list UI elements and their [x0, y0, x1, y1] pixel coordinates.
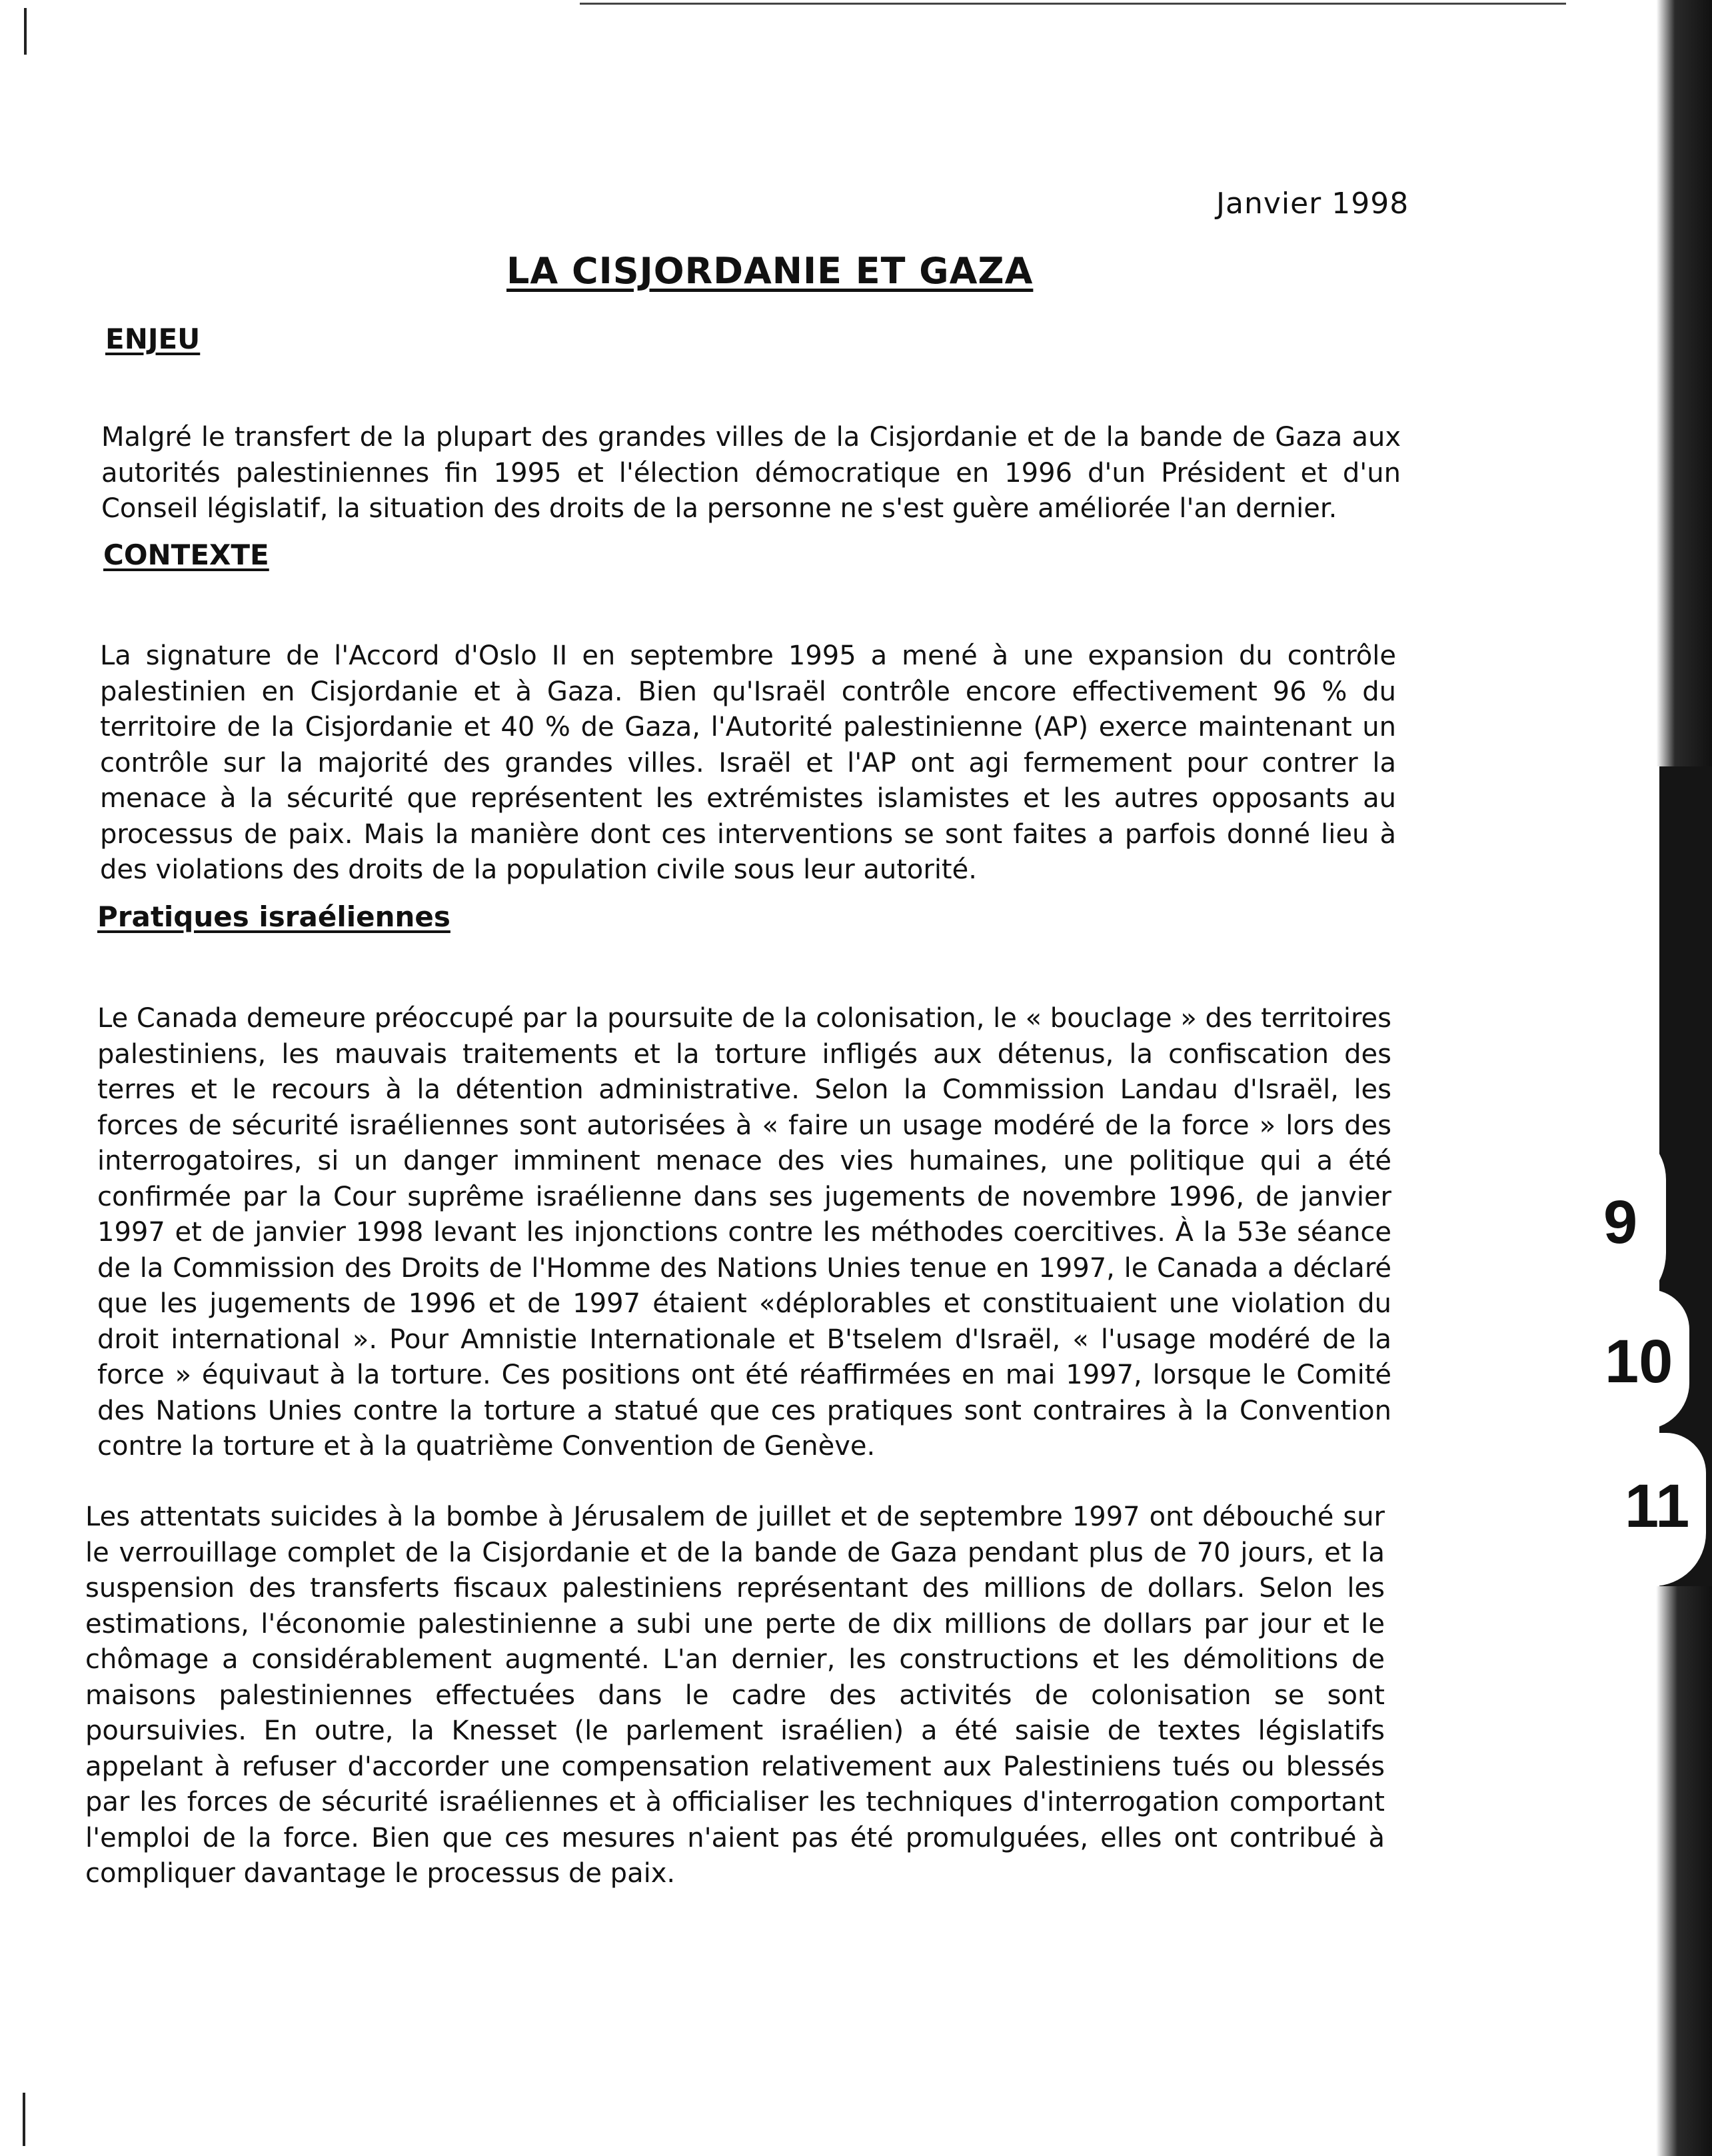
scan-right-edge-shadow-lower [1626, 1586, 1712, 2156]
index-tab-11 [1573, 1433, 1706, 1586]
scan-left-mark [24, 8, 27, 55]
index-tab-9 [1573, 1126, 1666, 1313]
document-date: Janvier 1998 [1216, 187, 1409, 221]
paragraph-pratiques-2: Les attentats suicides à la bombe à Jérusalem de juillet et de septembre 1997 ont débouché sur le verrouillage complet de la Cisjordanie et de la bande de Gaza pendant plus de 70 jours, et la suspension des transferts fiscaux palestiniens représentant des millions de dollars. Selon les estimations, l'économie palestinienne a subi une perte de dix millions de dollars par jour et le chômage a considérablement augmenté. L'an dernier, les constructions et les démolitions de maisons palestiniennes effectuées dans le cadre des activités de colonisation se sont poursuivies. En outre, la Knesset (le parlement israélien) a été saisie de textes législatifs appelant à refuser d'accorder une compensation relativement aux Palestiniens tués ou blessés par les forces de sécurité israéliennes et à officialiser les techniques d'interrogation comportant l'emploi de la force. Bien que ces mesures n'aient pas été promulguées, elles ont contribué à compliquer davantage le processus de paix. [85, 1502, 1385, 1889]
paragraph-pratiques-1: Le Canada demeure préoccupé par la poursuite de la colonisation, le « bouclage » des territoires palestiniens, les mauvais traitements et la torture infligés aux détenus, la confiscation des terres et le recours à la détention administrative. Selon la Commission Landau d'Israël, les forces de sécurité israéliennes sont autorisées à « faire un usage modéré de la force » lors des interrogatoires, si un danger imminent menace des vies humaines, une politique qui a été confirmée par la Cour suprême israélienne dans ses jugements de novembre 1996, de janvier 1997 et de janvier 1998 levant les injonctions contre les méthodes coercitives. À la 53e séance de la Commission des Droits de l'Homme des Nations Unies tenue en 1997, le Canada a déclaré que les jugements de 1996 et de 1997 étaient «déplorables et constituaient une violation du droit international ». Pour Amnistie Internationale et B'tselem d'Israël, « l'usage modéré de la force » équivaut à la torture. Ces positions ont été réaffirmées en mai 1997, lorsque le Comité des Nations Unies contre la torture a statué que ces pratiques sont contraires à la Convention contre la torture et à la quatrième Convention de Genève. [97, 1003, 1391, 1462]
index-tab-label: 11 [1625, 1472, 1690, 1540]
scan-right-edge-shadow-upper [1619, 0, 1712, 766]
scan-top-edge [580, 3, 1566, 5]
section-heading-contexte: CONTEXTE [103, 539, 269, 571]
scan-left-mark-bottom [23, 2093, 25, 2146]
paragraph-enjeu: Malgré le transfert de la plupart des grandes villes de la Cisjordanie et de la bande de Gaza aux autorités palestiniennes fin 1995 et l'élection démocratique en 1996 d'un Président et d'un Conseil législatif, la situation des droits de la personne ne s'est guère améliorée l'an dernier. [101, 422, 1401, 524]
document-title: LA CISJORDANIE ET GAZA [506, 250, 1034, 292]
index-tab-10 [1573, 1290, 1689, 1430]
index-tab-label: 10 [1605, 1328, 1673, 1396]
paragraph-contexte: La signature de l'Accord d'Oslo II en septembre 1995 a mené à une expansion du contrôle palestinien en Cisjordanie et à Gaza. Bien qu'Israël contrôle encore effectivement 96 % du territoire de la Cisjordanie et 40 % de Gaza, l'Autorité palestinienne (AP) exerce maintenant un contrôle sur la majorité des grandes villes. Israël et l'AP ont agi fermement pour contrer la menace à la sécurité que représentent les extrémistes islamistes et les autres opposants au processus de paix. Mais la manière dont ces interventions se sont faites a parfois donné lieu à des violations des droits de la population civile sous leur autorité. [100, 640, 1396, 885]
section-heading-enjeu: ENJEU [105, 323, 201, 355]
section-heading-pratiques: Pratiques israéliennes [97, 900, 450, 933]
index-tab-label: 9 [1603, 1188, 1638, 1256]
